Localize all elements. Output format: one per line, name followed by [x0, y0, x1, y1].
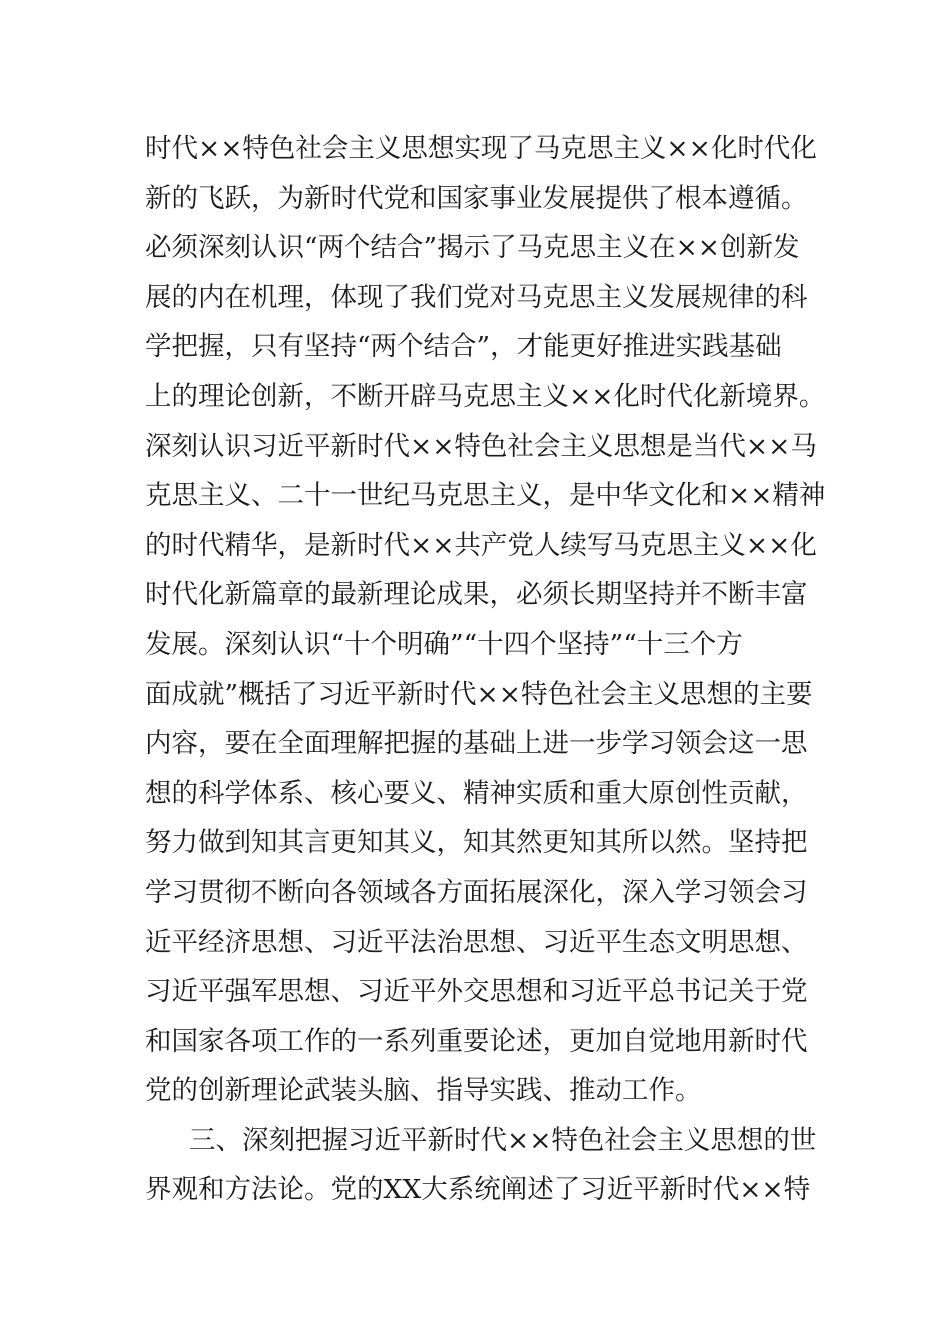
text-line: 内容，要在全面理解把握的基础上进一步学习领会这一思: [145, 728, 808, 760]
text-line: 面成就”概括了习近平新时代××特色社会主义思想的主要: [145, 678, 813, 710]
text-line: 努力做到知其言更知其义，知其然更知其所以然。坚持把: [145, 827, 808, 859]
text-line: 的时代精华，是新时代××共产党人续写马克思主义××化: [145, 529, 817, 561]
text-line: 党的创新理论武装头脑、指导实践、推动工作。: [145, 1075, 702, 1107]
text-line: 必须深刻认识“两个结合”揭示了马克思主义在××创新发: [145, 232, 800, 264]
document-body: [145, 124, 826, 1215]
text-line: 时代化新篇章的最新理论成果，必须长期坚持并不断丰富: [145, 579, 808, 611]
text-line: 学习贯彻不断向各领域各方面拓展深化，深入学习领会习: [145, 876, 808, 908]
section-heading-line: 三、深刻把握习近平新时代××特色社会主义思想的世: [189, 1124, 817, 1156]
text-line: 和国家各项工作的一系列重要论述，更加自觉地用新时代: [145, 1025, 808, 1057]
text-line: 时代××特色社会主义思想实现了马克思主义××化时代化: [145, 133, 817, 164]
text-line: 界观和方法论。党的XX大系统阐述了习近平新时代××特: [145, 1174, 811, 1206]
text-line: 习近平强军思想、习近平外交思想和习近平总书记关于党: [145, 976, 808, 1008]
text-line: 新的飞跃，为新时代党和国家事业发展提供了根本遵循。: [145, 182, 808, 214]
text-line: 克思主义、二十一世纪马克思主义，是中华文化和××精神: [145, 480, 826, 512]
text-line: 上的理论创新，不断开辟马克思主义××化时代化新境界。: [145, 380, 826, 412]
text-line: 发展。深刻认识“十个明确”“十四个坚持”“十三个方: [145, 628, 743, 660]
text-line: 展的内在机理，体现了我们党对马克思主义发展规律的科: [145, 281, 808, 313]
text-line: 深刻认识习近平新时代××特色社会主义思想是当代××马: [145, 430, 817, 462]
text-line: 想的科学体系、核心要义、精神实质和重大原创性贡献，: [145, 777, 808, 809]
text-line: 学把握，只有坚持“两个结合”，才能更好推进实践基础: [145, 331, 782, 363]
text-line: 近平经济思想、习近平法治思想、习近平生态文明思想、: [145, 926, 808, 958]
